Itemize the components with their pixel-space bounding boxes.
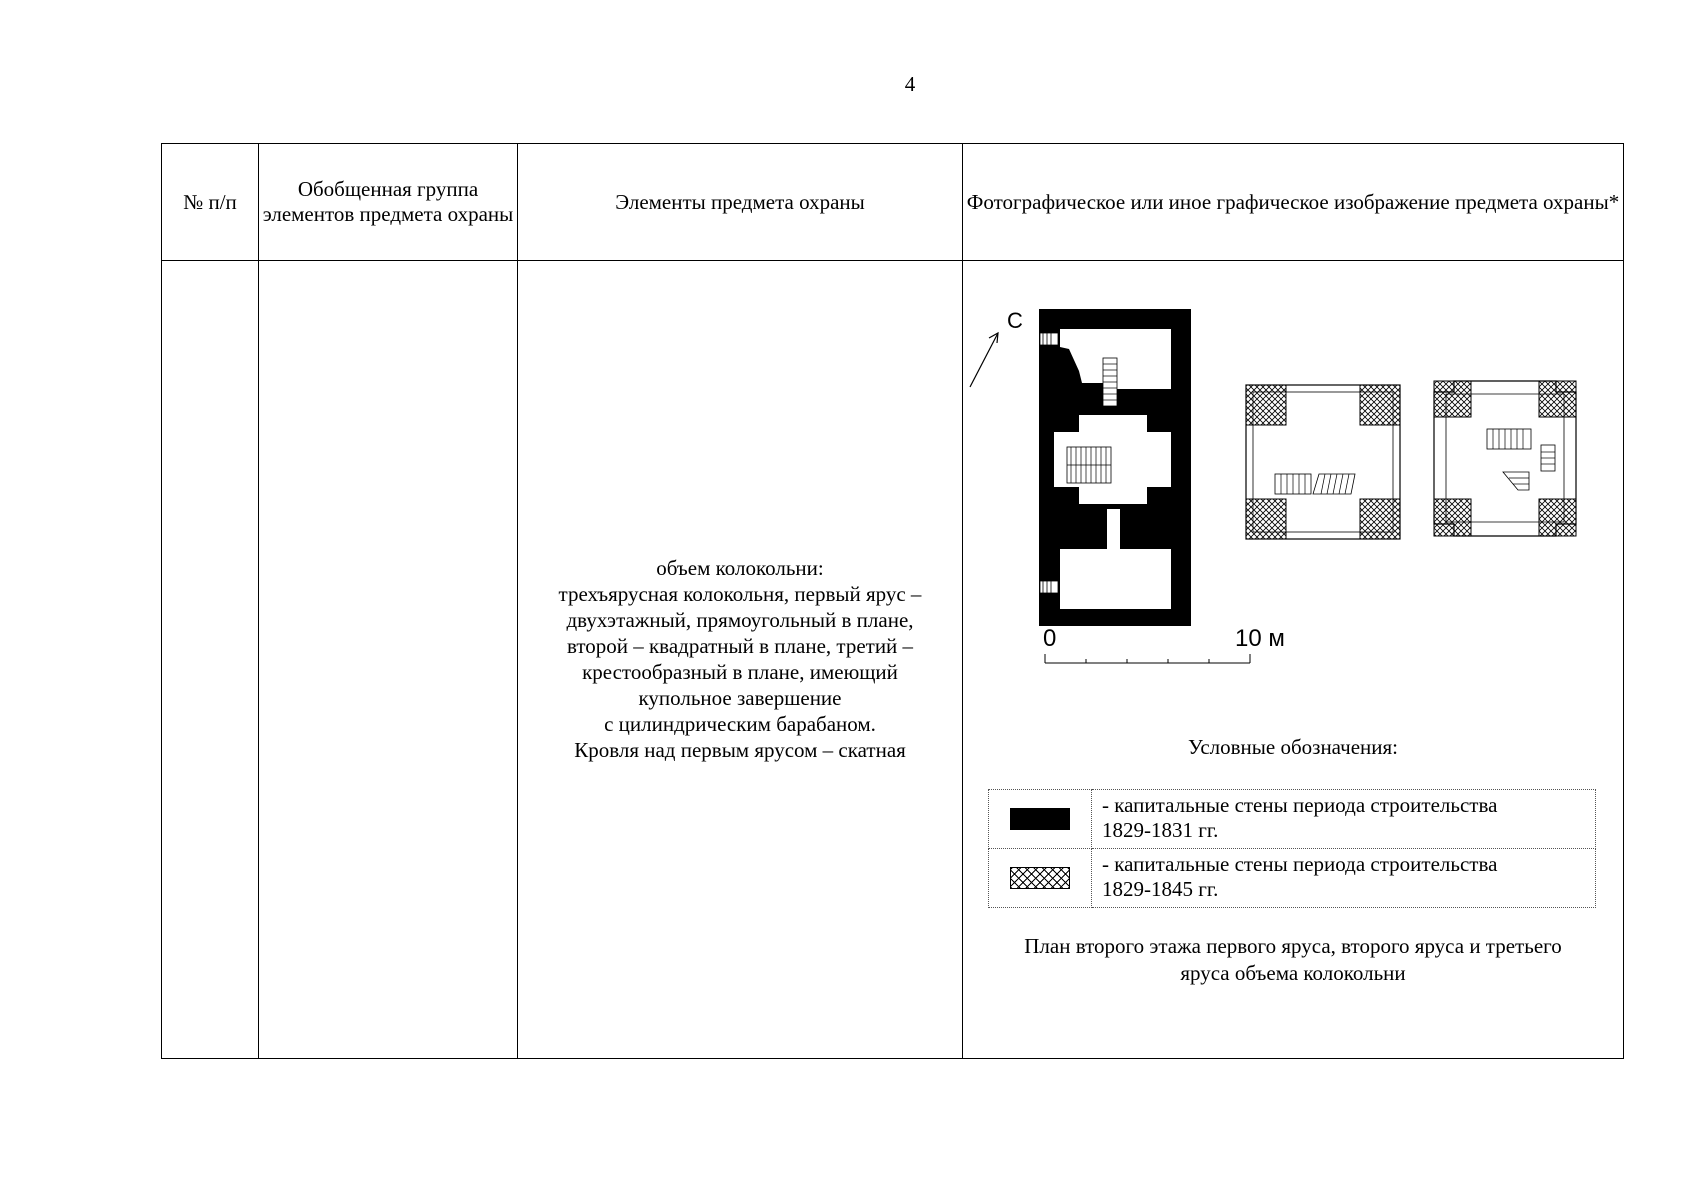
legend-text: - капитальные стены периода строительства (1102, 852, 1498, 876)
scale-start-label: 0 (1043, 625, 1057, 652)
table-header-row (162, 144, 1624, 261)
table-row (162, 261, 1624, 1059)
protection-table (161, 143, 1624, 1059)
description-line: двухэтажный, прямоугольный в плане, (566, 608, 914, 632)
bell-tower-plans (963, 261, 1623, 721)
north-arrow-icon (970, 333, 998, 387)
caption-line: яруса объема колокольни (1180, 961, 1406, 985)
cell-group (259, 261, 518, 1059)
description-line: Кровля над первым ярусом – скатная (574, 738, 906, 762)
caption-line: План второго этажа первого яруса, второго яруса и третьего (1024, 934, 1562, 958)
scale-end-label: 10 м (1235, 625, 1285, 652)
legend-row (989, 849, 1596, 908)
description-line: крестообразный в плане, имеющий (582, 660, 898, 684)
page-number: 4 (904, 72, 916, 96)
second-tier-plan (1246, 385, 1400, 539)
legend-row (989, 790, 1596, 849)
third-tier-plan (1434, 381, 1576, 536)
header-elements: Элементы предмета охраны (518, 144, 963, 261)
description-line: второй – квадратный в плане, третий – (566, 634, 914, 658)
header-image: Фотографическое или иное графическое изображение предмета охраны* (963, 144, 1624, 261)
first-tier-plan (1039, 309, 1191, 626)
description-line: купольное завершение (638, 686, 842, 710)
description-line: объем колокольни: (656, 556, 824, 580)
description-line: с цилиндрическим барабаном. (604, 712, 876, 736)
legend-text: 1829-1845 гг. (1102, 877, 1219, 901)
legend-text: 1829-1831 гг. (1102, 818, 1219, 842)
scale-bar (1045, 654, 1250, 663)
description-line: трехъярусная колокольня, первый ярус – (558, 582, 922, 606)
cell-image (963, 261, 1624, 1059)
drawing-caption (963, 933, 1623, 987)
legend-title: Условные обозначения: (1187, 735, 1399, 759)
hatched-wall-swatch-icon (1010, 867, 1070, 889)
header-number: № п/п (162, 144, 259, 261)
solid-wall-swatch-icon (1010, 808, 1070, 830)
header-group: Обобщенная группа элементов предмета охраны (259, 144, 518, 261)
cell-elements (518, 261, 963, 1059)
legend-table (988, 789, 1596, 908)
element-description (518, 555, 962, 763)
legend-text: - капитальные стены периода строительства (1102, 793, 1498, 817)
north-label: С (1007, 308, 1023, 333)
cell-number (162, 261, 259, 1059)
